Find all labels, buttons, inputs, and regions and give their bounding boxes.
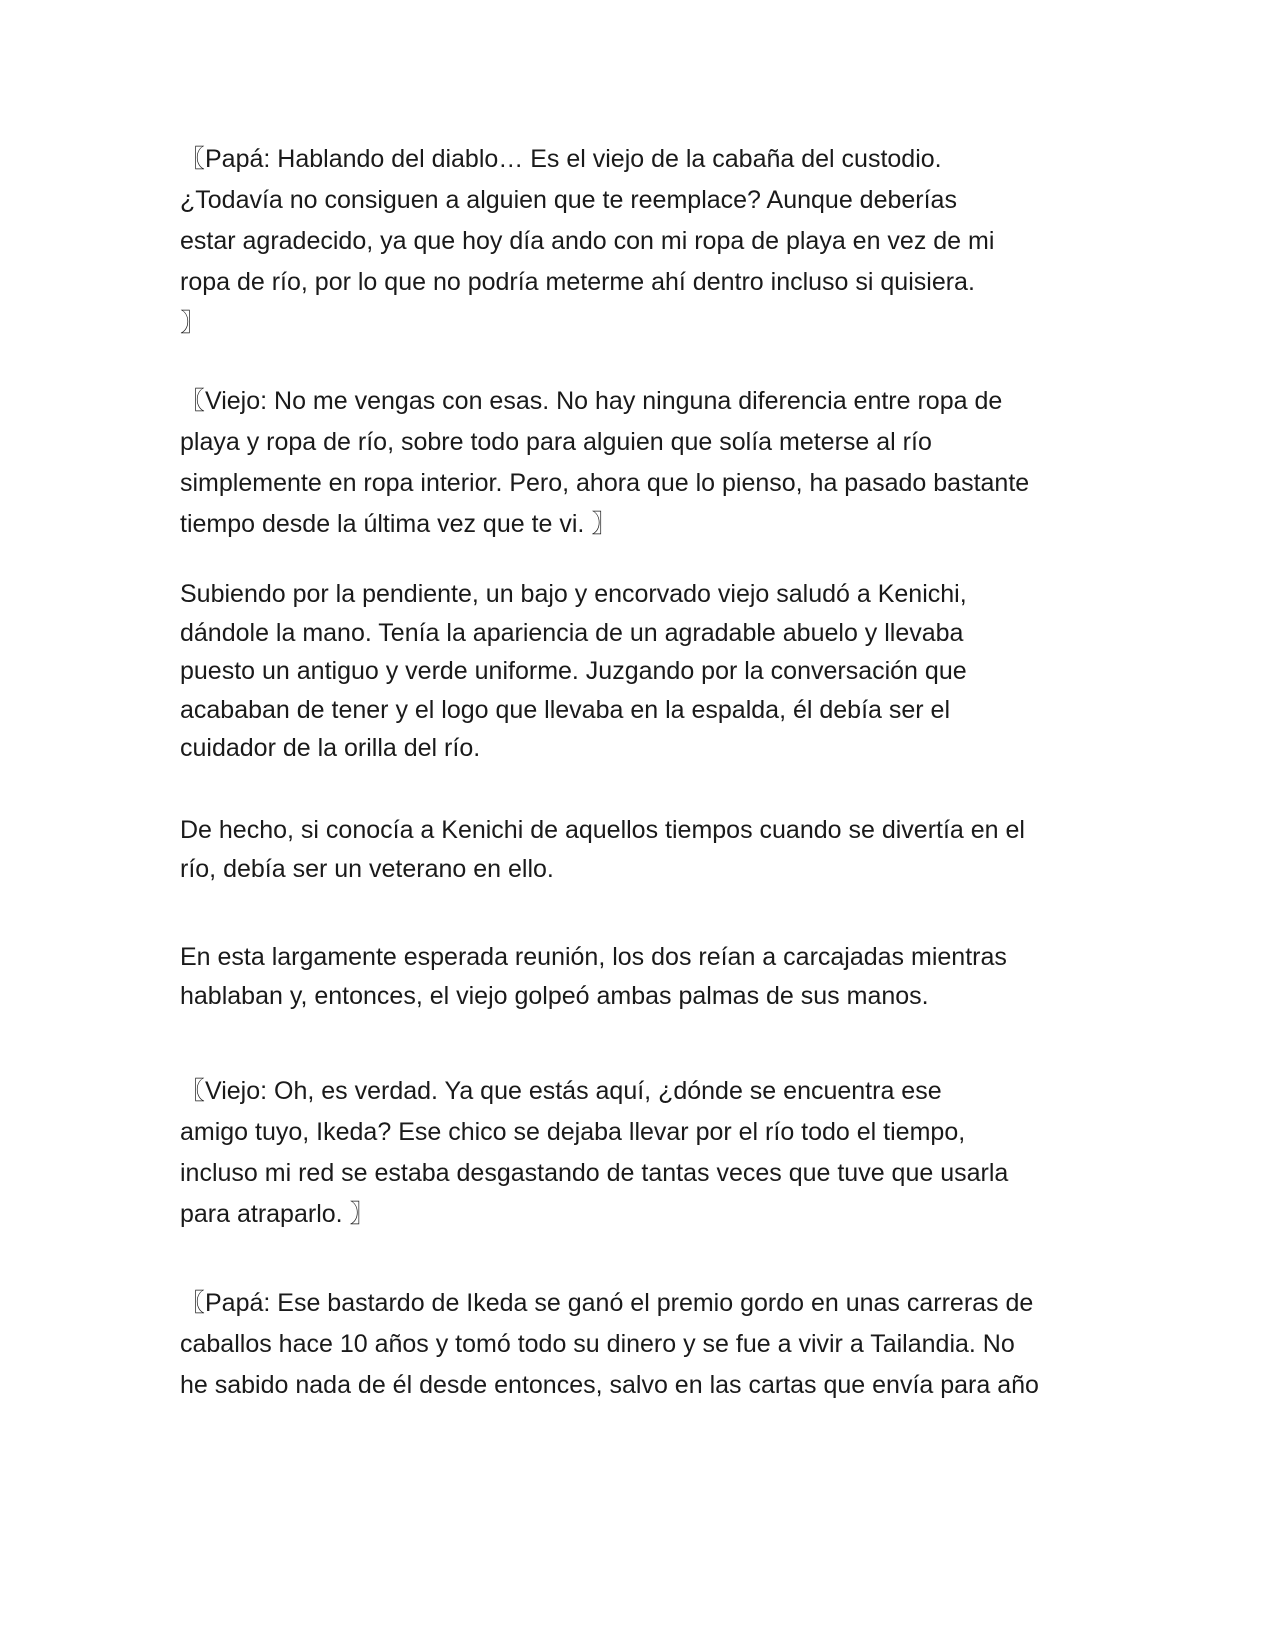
dialogue-paragraph-papa-1: 〖Papá: Hablando del diablo… Es el viejo de la cabaña del custodio. ¿Todavía no consiguen a alguien que te reemplace? Aunque deberías estar agradecido, ya que hoy día ando con mi ropa de playa en vez de mi ropa de río, por lo que no podría meterme ahí dentro incluso si quisiera. 〗 — [180, 145, 995, 337]
narrative-paragraph-3: En esta largamente esperada reunión, los dos reían a carcajadas mientras hablaban y, entonces, el viejo golpeó ambas palmas de sus manos. — [180, 943, 1007, 1010]
dialogue-paragraph-viejo-1: 〖Viejo: No me vengas con esas. No hay ninguna diferencia entre ropa de playa y ropa de río, sobre todo para alguien que solía meterse al río simplemente en ropa interior. Pero, ahora que lo pienso, ha pasado bastante tiempo desde la última vez que te vi. 〗 — [180, 387, 1030, 538]
dialogue-paragraph-papa-2: 〖Papá: Ese bastardo de Ikeda se ganó el premio gordo en unas carreras de caballos hace 10 años y tomó todo su dinero y se fue a vivir a Tailandia. No he sabido nada de él desde entonces, salvo en las cartas que envía para año — [180, 1289, 1039, 1399]
narrative-paragraph-1: Subiendo por la pendiente, un bajo y encorvado viejo saludó a Kenichi, dándole la mano. Tenía la apariencia de un agradable abuelo y llevaba puesto un antiguo y verde uniforme. Juzgando por la conversación que acababan de tener y el logo que llevaba en la espalda, él debía ser el cuidador de la orilla del río. — [180, 580, 967, 762]
narrative-paragraph-2: De hecho, si conocía a Kenichi de aquellos tiempos cuando se divertía en el río, debía ser un veterano en ello. — [180, 816, 1025, 883]
dialogue-paragraph-viejo-2: 〖Viejo: Oh, es verdad. Ya que estás aquí, ¿dónde se encuentra ese amigo tuyo, Ikeda? Ese chico se dejaba llevar por el río todo el tiempo, incluso mi red se estaba desgastando de tantas veces que tuve que usarla para atraparlo. 〗 — [180, 1077, 1009, 1228]
